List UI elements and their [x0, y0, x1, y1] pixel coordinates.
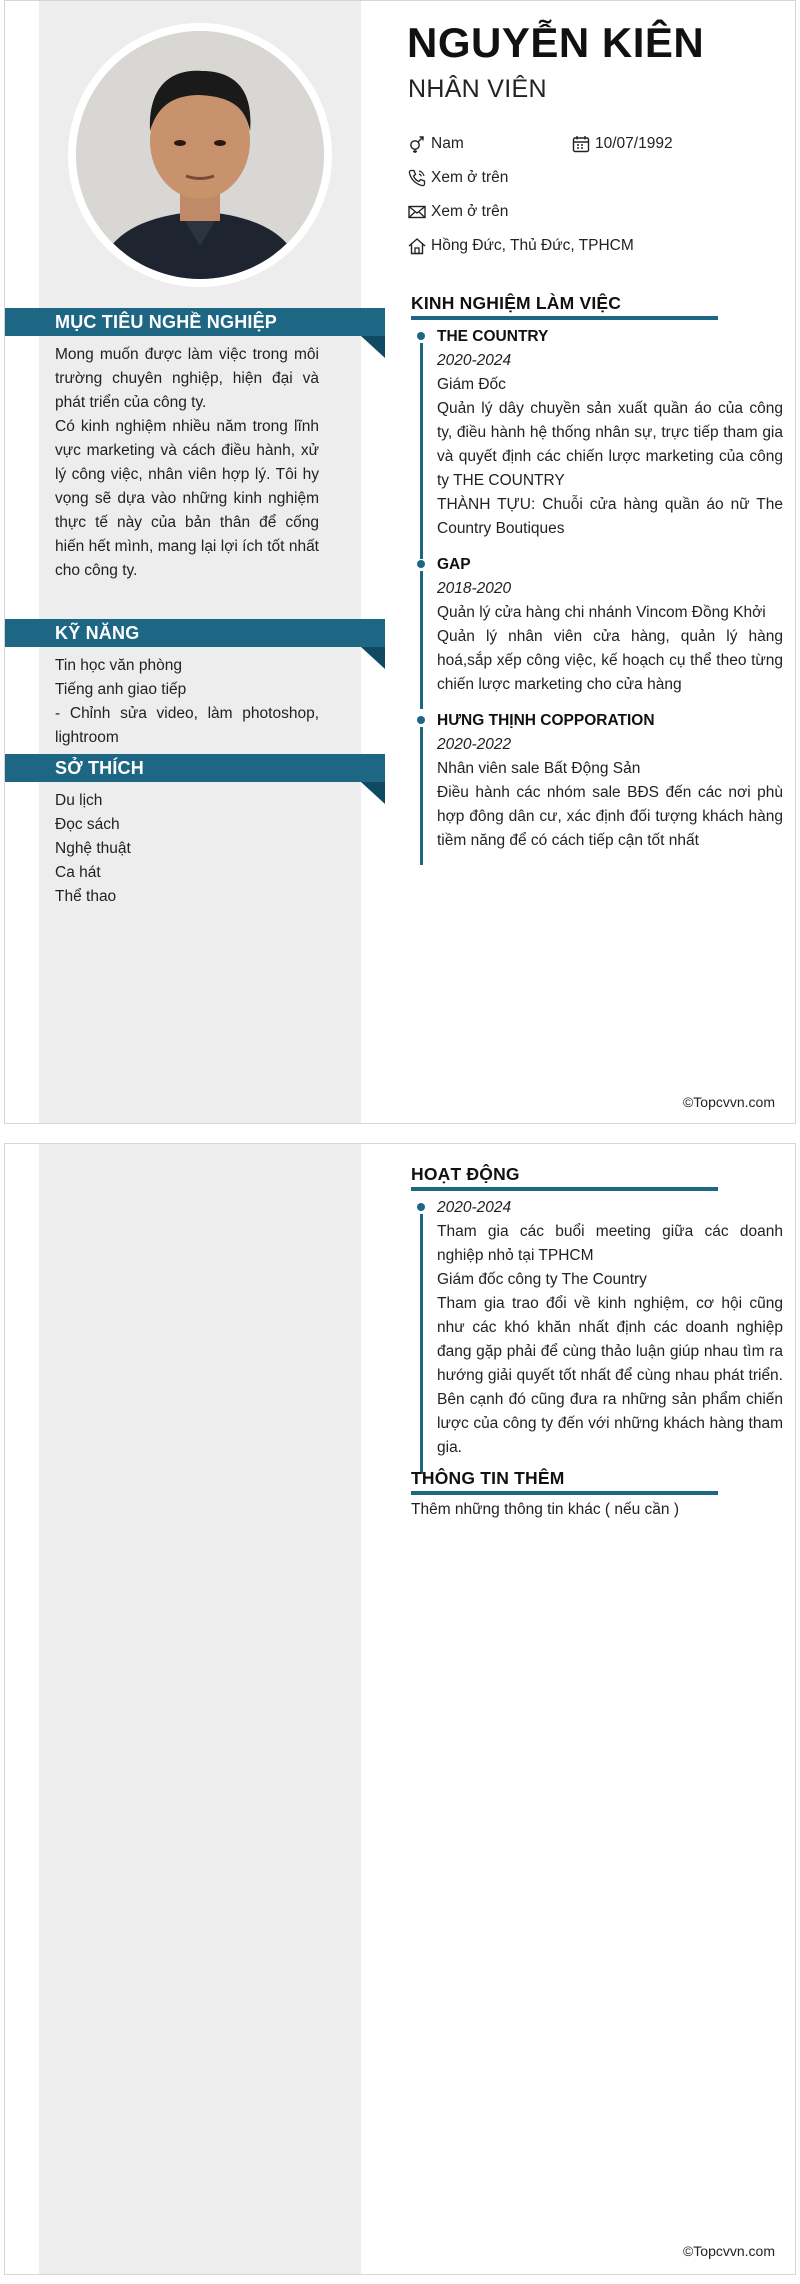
- additional-rule: [411, 1491, 718, 1495]
- skill-item: Tin học văn phòng: [55, 657, 182, 674]
- candidate-name: NGUYỄN KIÊN: [407, 19, 705, 66]
- hobby-item: Đọc sách: [55, 816, 120, 833]
- timeline-line: [420, 571, 423, 709]
- sidebar-background: [39, 1144, 361, 2274]
- hobby-item: Nghệ thuật: [55, 840, 131, 857]
- skills-banner-fold: [361, 647, 385, 669]
- hobby-item: Du lịch: [55, 792, 103, 809]
- objective-text: Mong muốn được làm việc trong môi trường chuyên nghiệp, hiện đại và phát triển của công ty. Có kinh nghiệm nhiều năm trong lĩnh vực marketing và cách điều hành, xử lý công việc, nhân viên hợp lý. Tôi hy vọng sẽ dựa vào những kinh nghiệm thực tế này của bản thân để cống hiến hết mình, mang lại lợi ích tốt nhất cho công ty.: [55, 346, 319, 579]
- period: 2020-2024: [437, 352, 512, 369]
- activity-content: [437, 1196, 783, 1460]
- period: 2018-2020: [437, 580, 512, 597]
- activity-description: Tham gia các buổi meeting giữa các doanh nghiệp nhỏ tại TPHCM Giám đốc công ty The Country Tham gia trao đổi về kinh nghiệm, cơ hội cũng như các khó khăn nhất định các doanh nghiệp đang gặp phải để cùng thảo luận giúp nhau tìm ra hướng giải quyết tốt nhất để cùng nhau phát triển. Bên cạnh đó cũng đưa ra những sản phẩm chiến lược của công ty đến với những khách hàng tham gia.: [437, 1223, 783, 1456]
- skill-item: Tiếng anh giao tiếp: [55, 681, 187, 698]
- envelope-icon: [407, 202, 427, 222]
- company-name: THE COUNTRY: [437, 328, 549, 345]
- footer-credit: ©Topcvvn.com: [682, 2243, 775, 2259]
- timeline-dot: [417, 332, 425, 340]
- person-photo-icon: [76, 31, 324, 279]
- footer-credit: ©Topcvvn.com: [682, 1094, 775, 1110]
- timeline-dot: [417, 1203, 425, 1211]
- activities-title: HOẠT ĐỘNG: [411, 1164, 520, 1184]
- position: Giám Đốc: [437, 376, 506, 393]
- experience-content: [437, 709, 783, 853]
- calendar-icon: [571, 134, 591, 154]
- address-value: Hồng Đức, Thủ Đức, TPHCM: [431, 237, 634, 254]
- skills-banner: [5, 619, 385, 647]
- hobbies-title: SỞ THÍCH: [55, 758, 144, 778]
- position: Quản lý cửa hàng chi nhánh Vincom Đồng Khởi: [437, 604, 766, 621]
- job-title: NHÂN VIÊN: [408, 75, 547, 103]
- period: 2020-2024: [437, 1199, 512, 1216]
- objective-banner: [5, 308, 385, 336]
- timeline-line: [420, 343, 423, 559]
- home-icon: [407, 236, 427, 256]
- skills-title: KỸ NĂNG: [55, 623, 140, 643]
- birthday-value: 10/07/1992: [595, 135, 673, 152]
- gender-row: [407, 134, 464, 154]
- objective-banner-fold: [361, 336, 385, 358]
- experience-content: [437, 553, 783, 697]
- hobby-item: Ca hát: [55, 864, 101, 881]
- timeline-dot: [417, 560, 425, 568]
- company-name: GAP: [437, 556, 471, 573]
- experience-content: [437, 325, 783, 541]
- email-value: Xem ở trên: [431, 203, 509, 220]
- timeline-line: [420, 727, 423, 865]
- additional-text: Thêm những thông tin khác ( nếu cần ): [411, 1501, 680, 1518]
- description: Quản lý nhân viên cửa hàng, quản lý hàng hoá,sắp xếp công việc, kế hoạch cụ thể theo từng chiến lược marketing cho cửa hàng: [437, 628, 783, 693]
- experience-title: KINH NGHIỆM LÀM VIỆC: [411, 293, 622, 313]
- description: Điều hành các nhóm sale BĐS đến các nơi phù hợp đông dân cư, xác định đối tượng khách hàng tiềm năng để có cách tiếp cận tốt nhất: [437, 784, 783, 849]
- avatar: [68, 23, 332, 287]
- objective-title: MỤC TIÊU NGHỀ NGHIỆP: [55, 312, 278, 332]
- phone-value: Xem ở trên: [431, 169, 509, 186]
- timeline-line: [420, 1214, 423, 1474]
- hobbies-banner-fold: [361, 782, 385, 804]
- phone-icon: [407, 168, 427, 188]
- skill-item: - Chỉnh sửa video, làm photoshop, lightroom: [55, 705, 319, 746]
- description: Quản lý dây chuyền sản xuất quần áo của công ty, điều hành hệ thống nhân sự, trực tiếp tham gia và quyết định các chiến lược marketing của công ty THE COUNTRY THÀNH TỰU: Chuỗi cửa hàng quần áo nữ The Country Boutiques: [437, 400, 783, 537]
- gender-value: Nam: [431, 135, 464, 152]
- timeline-dot: [417, 716, 425, 724]
- birthday-row: [571, 134, 673, 154]
- position: Nhân viên sale Bất Động Sản: [437, 760, 641, 777]
- hobby-item: Thể thao: [55, 888, 117, 905]
- avatar-photo: [76, 31, 324, 279]
- skills-list: [55, 654, 319, 750]
- address-row: [407, 236, 634, 256]
- experience-rule: [411, 316, 718, 320]
- cv-page-1: [4, 0, 796, 1124]
- phone-row: [407, 168, 508, 188]
- additional-title: THÔNG TIN THÊM: [411, 1468, 565, 1488]
- cv-page-2: [4, 1143, 796, 2275]
- hobbies-list: [55, 789, 319, 909]
- email-row: [407, 202, 508, 222]
- company-name: HƯNG THỊNH COPPORATION: [437, 712, 655, 729]
- hobbies-banner: [5, 754, 385, 782]
- period: 2020-2022: [437, 736, 512, 753]
- activities-rule: [411, 1187, 718, 1191]
- gender-icon: [407, 134, 427, 154]
